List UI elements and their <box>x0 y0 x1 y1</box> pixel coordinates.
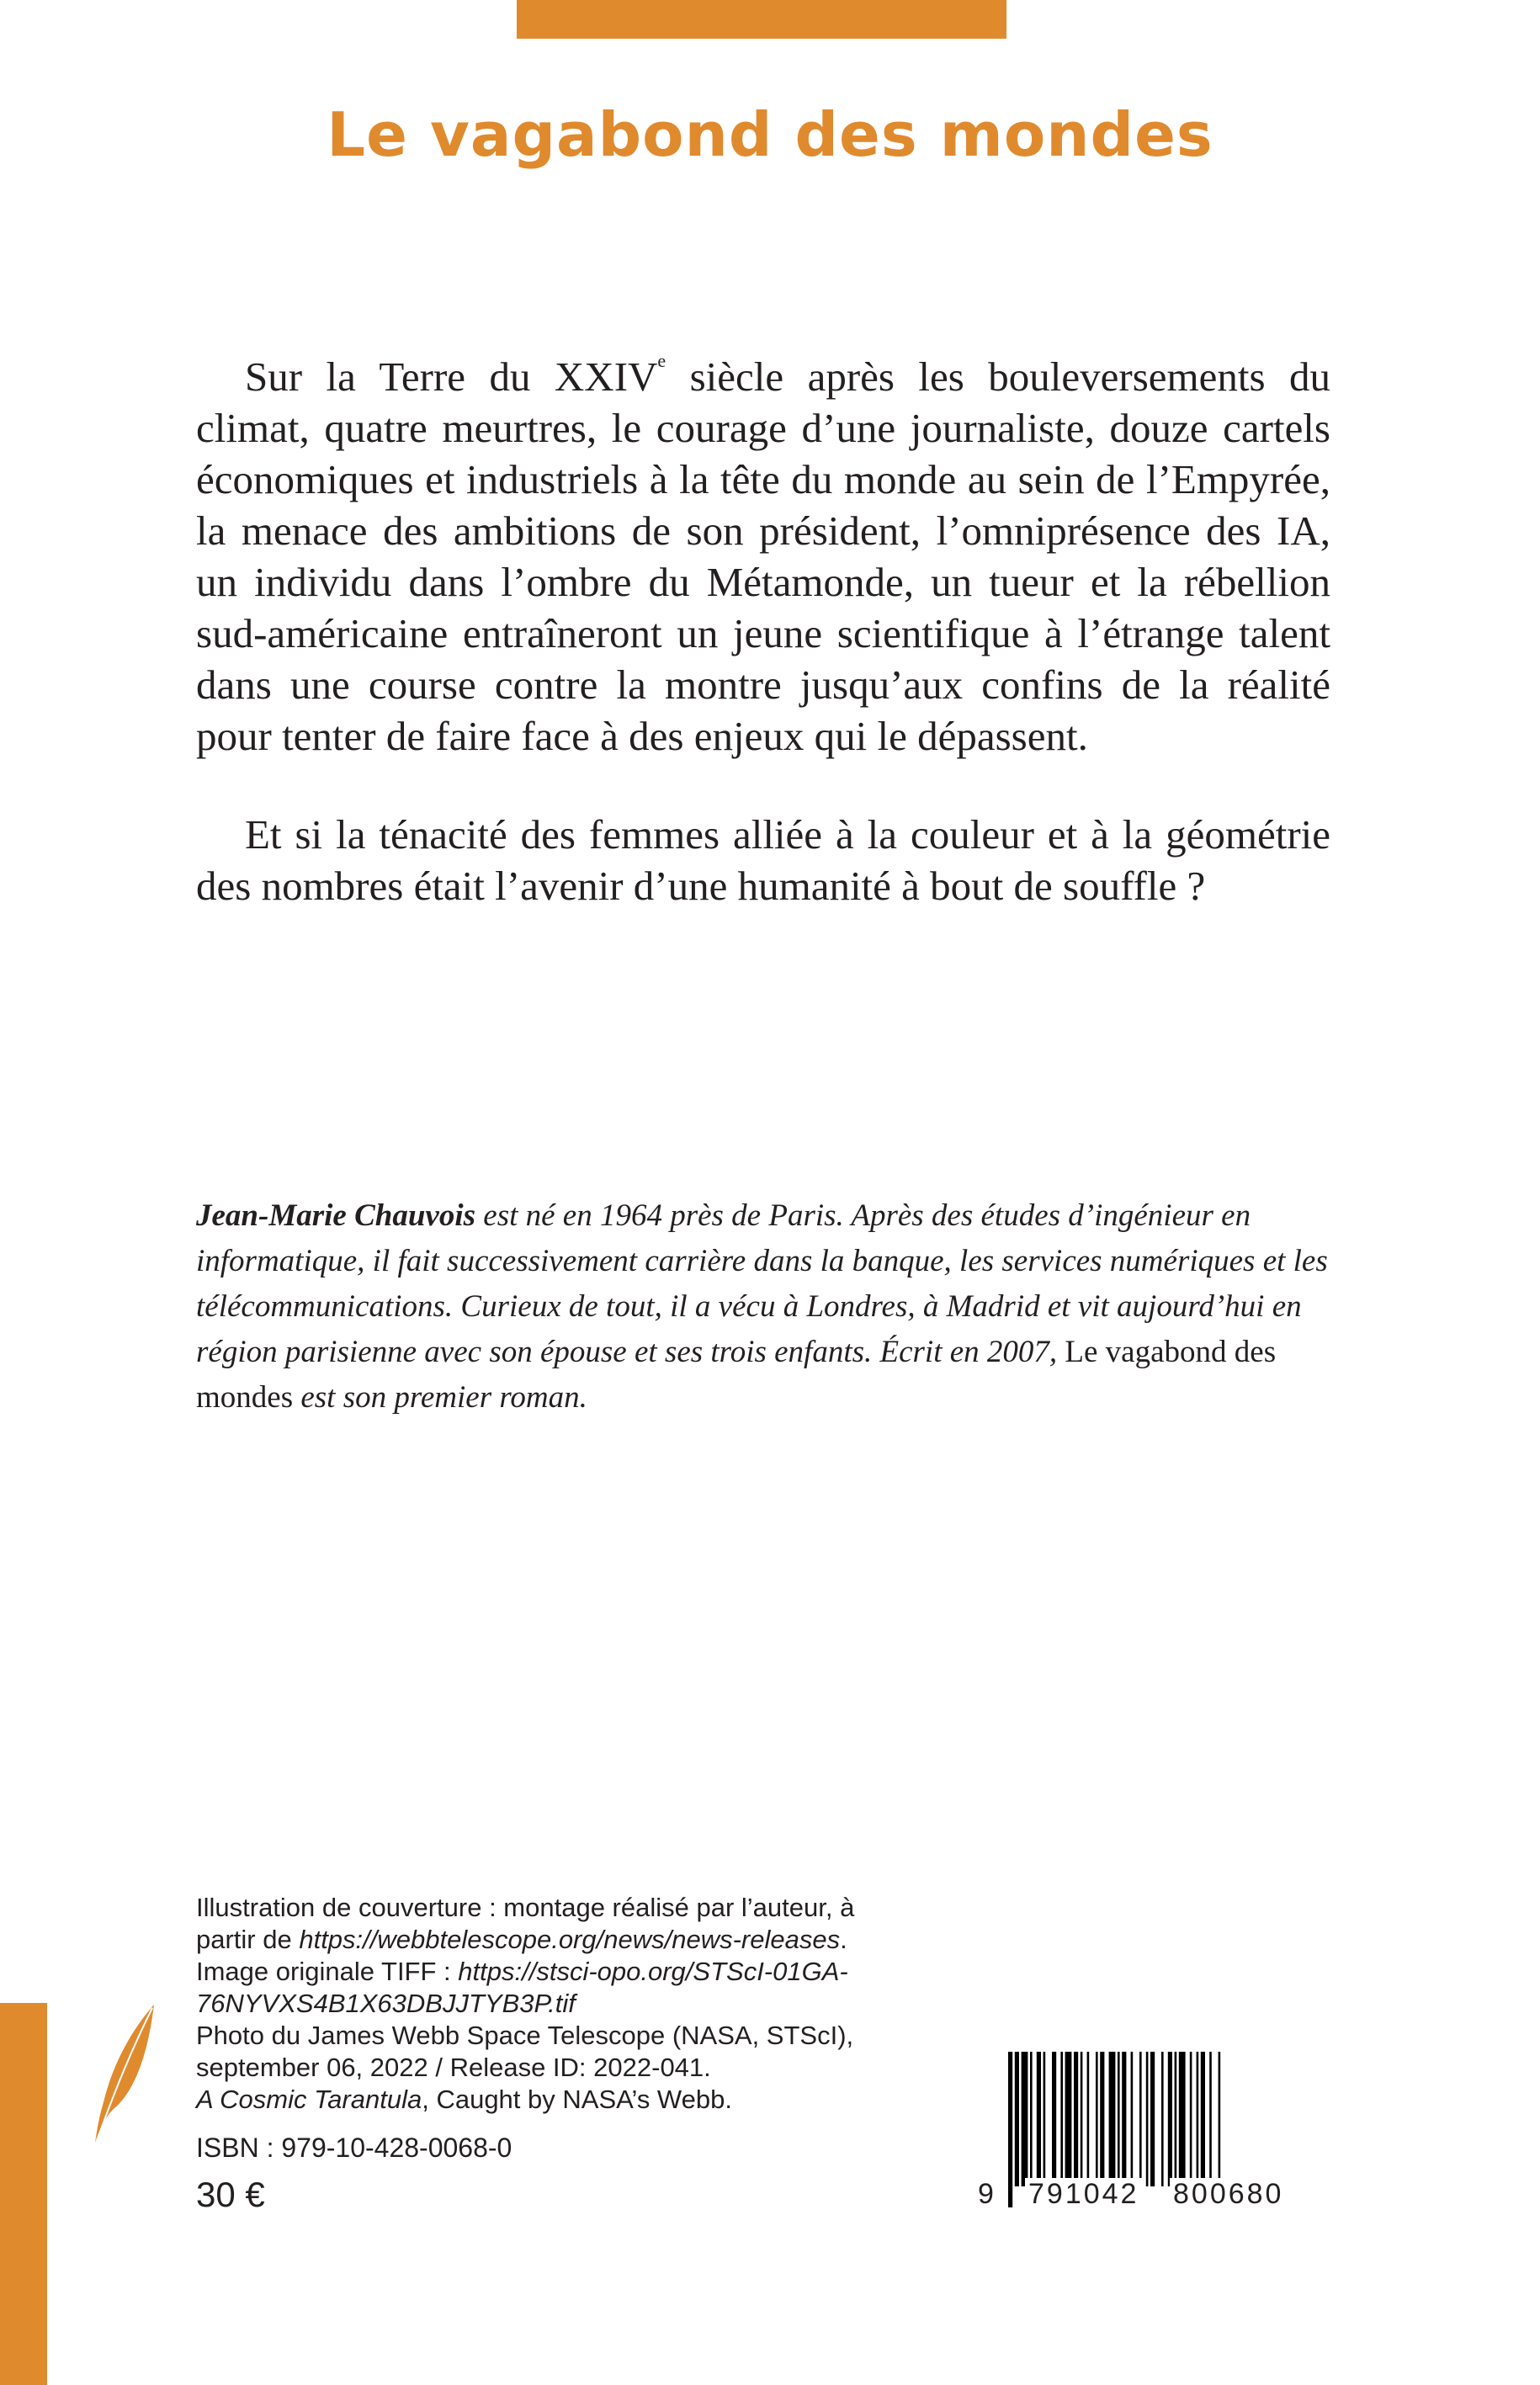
barcode-bar <box>1096 2052 1098 2186</box>
barcode-bar <box>1060 2052 1063 2186</box>
credits-link-tiff: https://stsci-opo.org/STScI-01GA- <box>458 1957 848 1986</box>
barcode-bar <box>1209 2052 1212 2186</box>
barcode-bar <box>1100 2052 1104 2186</box>
bio-text: est né en 1964 près de Paris. Après des études d’ingénieur en informatique, il fait successivement carrière dans la banque, les services numériques et les télécommunications. Curieux de tout, il a vécu à Londres, à Madrid et vit aujourd’hui en région parisienne avec son épouse et ses trois enfants. Écrit en 2007, <box>196 1198 1328 1369</box>
barcode-bar <box>1052 2052 1056 2186</box>
author-bio <box>196 1193 1330 1421</box>
barcode-bar <box>1037 2052 1041 2186</box>
barcode-bar <box>1175 2052 1177 2186</box>
credits-line-5: Photo du James Webb Space Telescope (NASA, STScI), <box>196 2021 854 2050</box>
barcode-bar <box>1022 2052 1028 2186</box>
bio-tail: est son premier roman. <box>293 1380 587 1415</box>
barcode-bar <box>1190 2052 1192 2186</box>
barcode-bar <box>1168 2052 1172 2186</box>
bio-book-title: Le vagabond des mondes <box>196 1335 1277 1415</box>
barcode <box>974 2052 1320 2237</box>
author-name: Jean-Marie Chauvois <box>196 1198 476 1233</box>
barcode-bar <box>1139 2052 1142 2186</box>
barcode-right-digits: 800680 <box>1170 2178 1287 2211</box>
barcode-bar <box>1015 2052 1019 2186</box>
barcode-bar <box>1161 2052 1164 2186</box>
cover-credits <box>196 1892 953 2116</box>
credits-line-4 <box>196 1988 953 2020</box>
barcode-bar <box>1030 2052 1033 2186</box>
barcode-bar <box>1179 2052 1186 2186</box>
barcode-bar <box>1146 2052 1149 2186</box>
credits-image-title: A Cosmic Tarantula <box>196 2085 422 2114</box>
credits-line-2: partir de https://webbtelescope.org/news/news-releases. <box>196 1925 847 1954</box>
blurb-p1-rest: siècle après les bouleversements du climat, quatre meurtres, le courage d’une journaliste, douze cartels économiques et industriels à la tête du monde au sein de l’Empyrée, la menace des ambitions de son président, l’omniprésence des IA, un individu dans l’ombre du Métamonde, un tueur et la rébellion sud-américaine entraîneront un jeune scientifique à l’étrange talent dans une course contre la montre jusqu’aux confins de la réalité pour tenter de faire face à des enjeux qui le dépassent. <box>196 353 1330 759</box>
blurb-paragraph-2: Et si la ténacité des femmes alliée à la couleur et à la géométrie des nombres était l’avenir d’une humanité à bout de souffle ? <box>196 811 1330 909</box>
credits-link-webb: https://webbtelescope.org/news/news-releases <box>299 1925 841 1954</box>
credits-line-1: Illustration de couverture : montage réalisé par l’auteur, à <box>196 1893 855 1922</box>
credits-line-7: A Cosmic Tarantula, Caught by NASA’s Webb. <box>196 2085 732 2114</box>
barcode-bar <box>1122 2052 1126 2186</box>
barcode-bar <box>1074 2052 1078 2186</box>
credits-line-3: Image originale TIFF : https://stsci-opo.org/STScI-01GA- <box>196 1957 848 1986</box>
blurb-paragraph-1 <box>196 351 1330 762</box>
side-accent-bar <box>0 2003 47 2385</box>
barcode-lead-digit: 9 <box>974 2178 1000 2211</box>
feather-icon <box>88 2001 164 2144</box>
barcode-bar <box>1201 2052 1205 2186</box>
barcode-bar <box>1081 2052 1083 2186</box>
barcode-left-digits: 791042 <box>1025 2178 1142 2211</box>
barcode-bar <box>1150 2052 1155 2186</box>
credits-link-tiff-cont: 76NYVXS4B1X63DBJJTYB3P.tif <box>196 1989 576 2018</box>
barcode-bar <box>1087 2052 1090 2186</box>
barcode-bar <box>1065 2052 1072 2186</box>
isbn: ISBN : 979-10-428-0068-0 <box>196 2133 512 2163</box>
top-accent-bar <box>517 0 1006 39</box>
barcode-bar <box>1043 2052 1046 2186</box>
barcode-bar <box>1109 2052 1116 2186</box>
century-superscript: e <box>657 350 666 371</box>
price: 30 € <box>196 2175 265 2214</box>
book-title: Le vagabond des mondes <box>327 99 1213 170</box>
barcode-bar <box>1131 2052 1134 2186</box>
blurb-p1-start: Sur la Terre du XXIV <box>245 353 658 400</box>
barcode-bar <box>1008 2052 1012 2207</box>
barcode-bar <box>1197 2052 1199 2186</box>
credits-line-6: september 06, 2022 / Release ID: 2022-041. <box>196 2053 711 2082</box>
